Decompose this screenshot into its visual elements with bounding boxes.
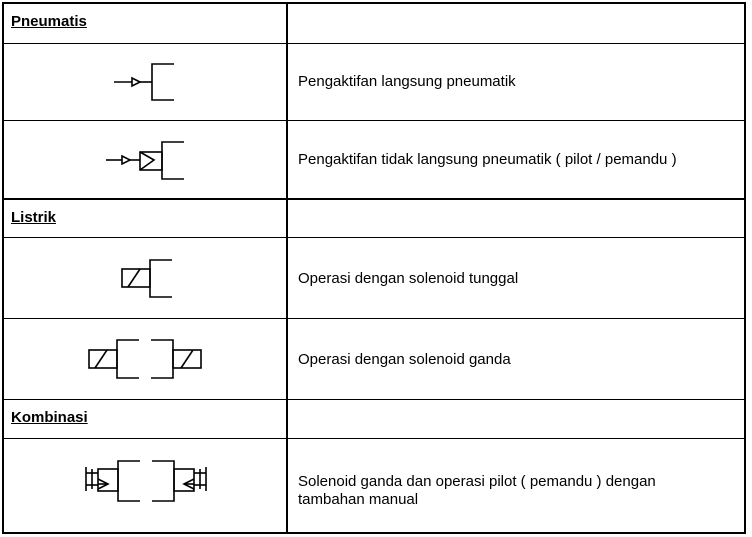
empty-cell <box>288 4 744 43</box>
description-text: Pengaktifan tidak langsung pneumatik ( pilot / pemandu ) <box>298 151 677 168</box>
symbol-cell <box>4 439 288 532</box>
table-row <box>4 121 744 200</box>
empty-cell <box>288 400 744 438</box>
table-row <box>4 439 744 532</box>
direct-pneumatic-actuation-icon <box>4 44 286 120</box>
description-cell <box>288 439 744 532</box>
section-header-pneumatis <box>4 4 744 44</box>
table-row <box>4 319 744 400</box>
double-solenoid-pilot-manual-icon <box>4 439 286 532</box>
section-header-listrik <box>4 200 744 238</box>
description-text: Operasi dengan solenoid tunggal <box>298 270 519 287</box>
symbol-cell <box>4 319 288 399</box>
symbol-table <box>2 2 746 534</box>
description-cell <box>288 238 744 318</box>
description-text-line2: tambahan manual <box>298 491 419 508</box>
empty-cell <box>288 200 744 237</box>
symbol-cell <box>4 238 288 318</box>
section-title: Pneumatis <box>11 13 87 30</box>
description-cell <box>288 44 744 120</box>
description-text: Pengaktifan langsung pneumatik <box>298 73 516 90</box>
section-header-kombinasi <box>4 400 744 439</box>
symbol-cell <box>4 44 288 120</box>
pilot-pneumatic-actuation-icon <box>4 121 286 198</box>
description-cell <box>288 121 744 198</box>
table-row <box>4 44 744 121</box>
symbol-cell <box>4 121 288 198</box>
description-text: Operasi dengan solenoid ganda <box>298 351 511 368</box>
section-header-cell <box>4 200 288 237</box>
description-cell <box>288 319 744 399</box>
description-text-line1: Solenoid ganda dan operasi pilot ( pemandu ) dengan <box>298 473 656 490</box>
section-header-cell <box>4 400 288 438</box>
table-row <box>4 238 744 319</box>
single-solenoid-icon <box>4 238 286 318</box>
section-header-cell <box>4 4 288 43</box>
double-solenoid-icon <box>4 319 286 399</box>
section-title: Kombinasi <box>11 409 88 426</box>
section-title: Listrik <box>11 209 57 226</box>
